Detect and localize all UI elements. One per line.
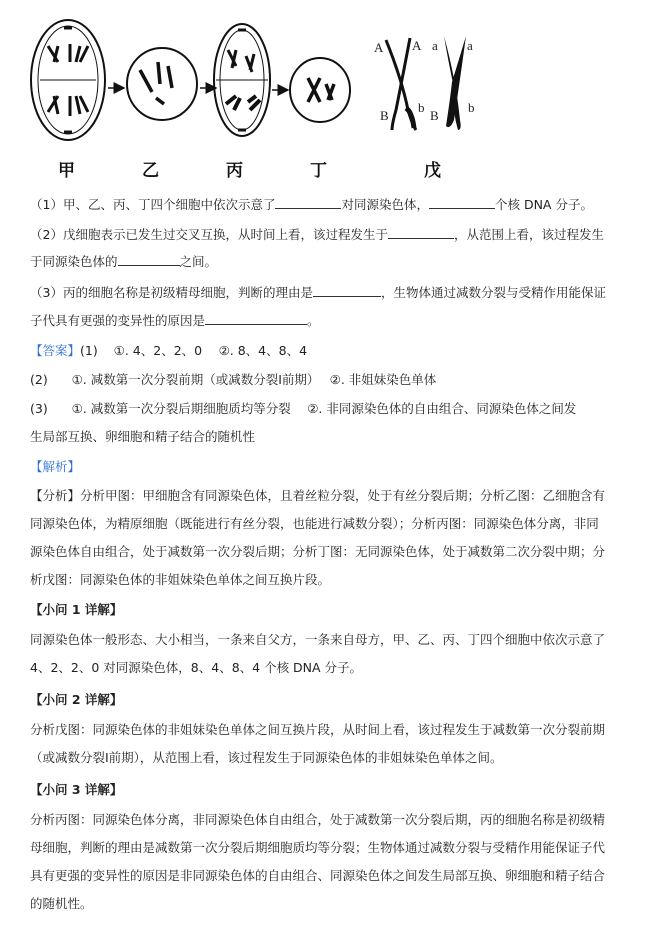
answer-3-text-1: ①. 减数第一次分裂后期细胞质均等分裂 ②. 非同源染色体的自由组合、同源染色体之间发 xyxy=(71,401,577,416)
q3-text-b: ，生物体通过减数分裂与受精作用能保证 xyxy=(380,285,606,300)
cell-bing xyxy=(214,24,270,136)
sub-question-3-header: 【小问 3 详解】 xyxy=(30,782,123,797)
cell-division-figure xyxy=(0,0,664,190)
answer-2-num: (2) xyxy=(30,372,48,387)
q1-text-b: 对同源染色体， xyxy=(341,197,429,212)
sub-question-1-line-1: 同源染色体一般形态、大小相当，一条来自父方，一条来自母方，甲、乙、丙、丁四个细胞中依次示意了 xyxy=(30,632,606,647)
answer-1-text: ①. 4、2、2、0 ②. 8、4、8、4 xyxy=(113,343,308,358)
cell-jia xyxy=(31,20,105,140)
q1-blank-1 xyxy=(275,196,341,209)
label-wu: 戊 xyxy=(424,161,441,181)
q1-blank-2 xyxy=(429,196,495,209)
q3-text-d: 。 xyxy=(307,313,320,328)
sub-question-3-line-1: 分析丙图：同源染色体分离，非同源染色体自由组合，处于减数第一次分裂后期，丙的细胞名称是初级精 xyxy=(30,812,606,827)
answer-2-text: ①. 减数第一次分裂前期（或减数分裂Ⅰ前期） ②. 非姐妹染色单体 xyxy=(71,372,437,387)
cell-diagram-svg xyxy=(0,0,664,190)
label-jia: 甲 xyxy=(58,161,75,181)
answer-1-num: (1) xyxy=(80,343,98,358)
question-2-line-2 xyxy=(30,253,640,271)
cell-ding xyxy=(290,58,350,122)
answer-3-line-1 xyxy=(30,400,640,418)
sub-question-3-line-2: 母细胞，判断的理由是减数第一次分裂后期细胞质均等分裂；生物体通过减数分裂与受精作用能保证子代 xyxy=(30,840,606,855)
q2-blank-1 xyxy=(388,226,454,239)
analysis-p1-line-4: 析戊图：同源染色体的非姐妹染色单体之间互换片段。 xyxy=(30,572,331,587)
analysis-p1-line-2: 同源染色体，为精原细胞（既能进行有丝分裂，也能进行减数分裂）；分析丙图：同源染色体分离，非同 xyxy=(30,516,599,531)
q3-blank-2 xyxy=(205,312,307,325)
chrom-letter-A1: A xyxy=(374,40,384,55)
chrom-letter-a2: a xyxy=(467,38,473,53)
q2-blank-2 xyxy=(118,253,180,266)
answer-3-num: (3) xyxy=(30,401,48,416)
cell-yi xyxy=(127,48,197,120)
sub-question-3-line-3: 具有更强的变异性的原因是非同源染色体的自由组合、同源染色体之间发生局部互换、卵细胞和精子结合 xyxy=(30,868,606,883)
chrom-letter-a1: a xyxy=(432,38,438,53)
question-3-line-1 xyxy=(30,284,640,302)
question-3-line-2 xyxy=(30,312,640,330)
answer-1 xyxy=(30,342,640,360)
analysis-p1-line-3: 源染色体自由组合，处于减数第一次分裂后期；分析丁图：无同源染色体，处于减数第二次分裂中期；分 xyxy=(30,544,606,559)
q2-text-b: ，从范围上看，该过程发生 xyxy=(453,227,604,242)
question-2-line-1 xyxy=(30,226,640,244)
label-yi: 乙 xyxy=(142,161,159,181)
q3-blank-1 xyxy=(313,284,381,297)
q1-text-a: （1）甲、乙、丙、丁四个细胞中依次示意了 xyxy=(30,197,276,212)
label-bing: 丙 xyxy=(226,161,243,181)
answer-3-line-2 xyxy=(30,428,640,446)
analysis-p1-line-1: 【分析】分析甲图：甲细胞含有同源染色体，且着丝粒分裂，处于有丝分裂后期；分析乙图：乙细胞含有 xyxy=(30,488,606,503)
q2-text-a: （2）戊细胞表示已发生过交叉互换，从时间上看，该过程发生于 xyxy=(30,227,388,242)
answer-tag: 【答案】 xyxy=(30,343,81,358)
chrom-letter-b1: b xyxy=(418,100,425,115)
answer-3-text-2: 生局部互换、卵细胞和精子结合的随机性 xyxy=(30,429,256,444)
answer-2 xyxy=(30,371,640,389)
chrom-letter-B1: B xyxy=(380,108,389,123)
q1-text-c: 个核 DNA 分子。 xyxy=(494,197,593,212)
chromosomes-wu xyxy=(386,36,466,130)
q3-text-c: 子代具有更强的变异性的原因是 xyxy=(30,313,206,328)
sub-question-1-line-2: 4、2、2、0 对同源染色体，8、4、8、4 个核 DNA 分子。 xyxy=(30,660,363,675)
sub-question-3-line-4: 的随机性。 xyxy=(30,896,93,911)
sub-question-1-header: 【小问 1 详解】 xyxy=(30,602,123,617)
question-1 xyxy=(30,196,640,214)
sub-question-2-line-1: 分析戊图：同源染色体的非姐妹染色单体之间互换片段，从时间上看，该过程发生于减数第一次分裂前期 xyxy=(30,722,606,737)
q3-text-a: （3）丙的细胞名称是初级精母细胞，判断的理由是 xyxy=(30,285,313,300)
chrom-letter-B2: B xyxy=(430,108,439,123)
chrom-letter-A2: A xyxy=(412,38,422,53)
analysis-tag: 【解析】 xyxy=(30,459,81,474)
q2-text-d: 之间。 xyxy=(179,254,218,269)
label-ding: 丁 xyxy=(310,161,327,181)
sub-question-2-line-2: （或减数分裂Ⅰ前期），从范围上看，该过程发生于同源染色体的非姐妹染色单体之间。 xyxy=(30,750,503,765)
q2-text-c: 于同源染色体的 xyxy=(30,254,118,269)
sub-question-2-header: 【小问 2 详解】 xyxy=(30,692,123,707)
chrom-letter-b2: b xyxy=(468,100,475,115)
